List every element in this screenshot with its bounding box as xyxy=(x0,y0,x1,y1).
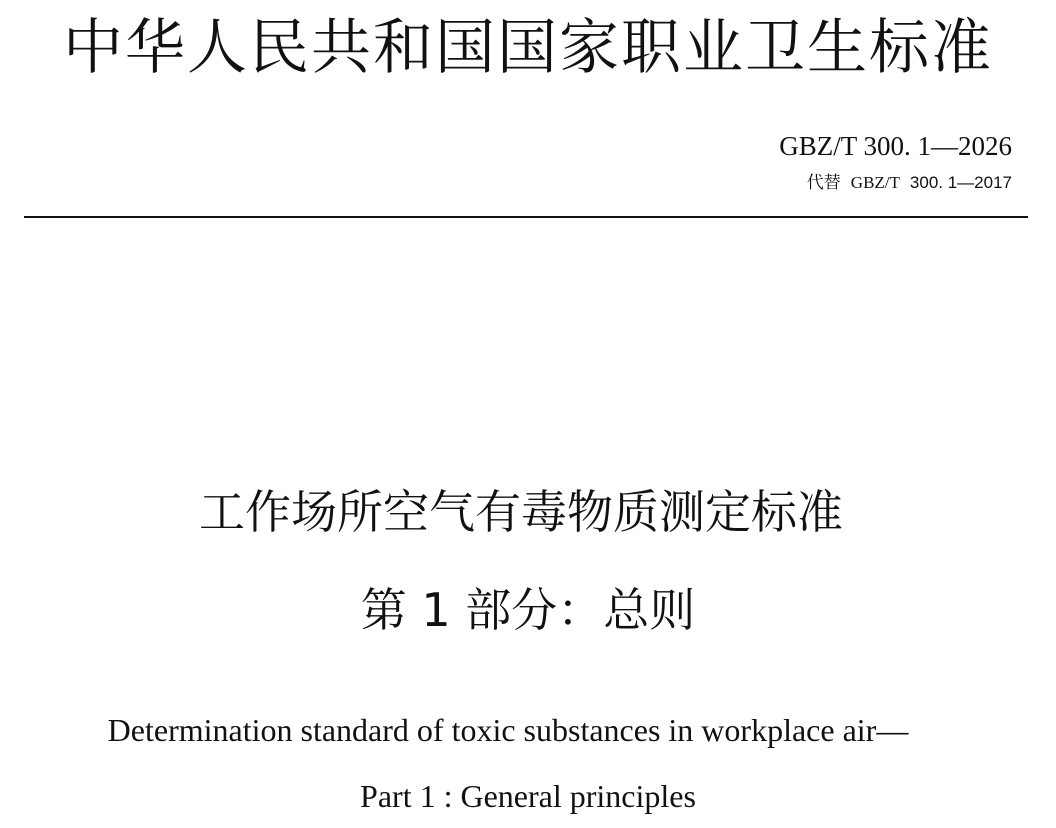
replaced-standard-prefix: GBZ/T xyxy=(850,173,900,192)
header-divider xyxy=(24,216,1028,218)
replaces-label: 代替 xyxy=(806,173,841,193)
replaces-line xyxy=(807,170,1012,196)
chinese-title-line-2: 第 1 部分：总则 xyxy=(360,583,696,637)
chinese-title-line-1: 工作场所空气有毒物质测定标准 xyxy=(199,485,843,539)
english-title-line-2: Part 1 : General principles xyxy=(360,778,696,814)
document-header-title: 中华人民共和国国家职业卫生标准 xyxy=(63,13,993,83)
replaced-standard-number: 300. 1—2017 xyxy=(909,173,1012,192)
standard-number: GBZ/T 300. 1—2026 xyxy=(779,131,1012,161)
english-title-line-1: Determination standard of toxic substances in workplace air— xyxy=(107,712,909,748)
